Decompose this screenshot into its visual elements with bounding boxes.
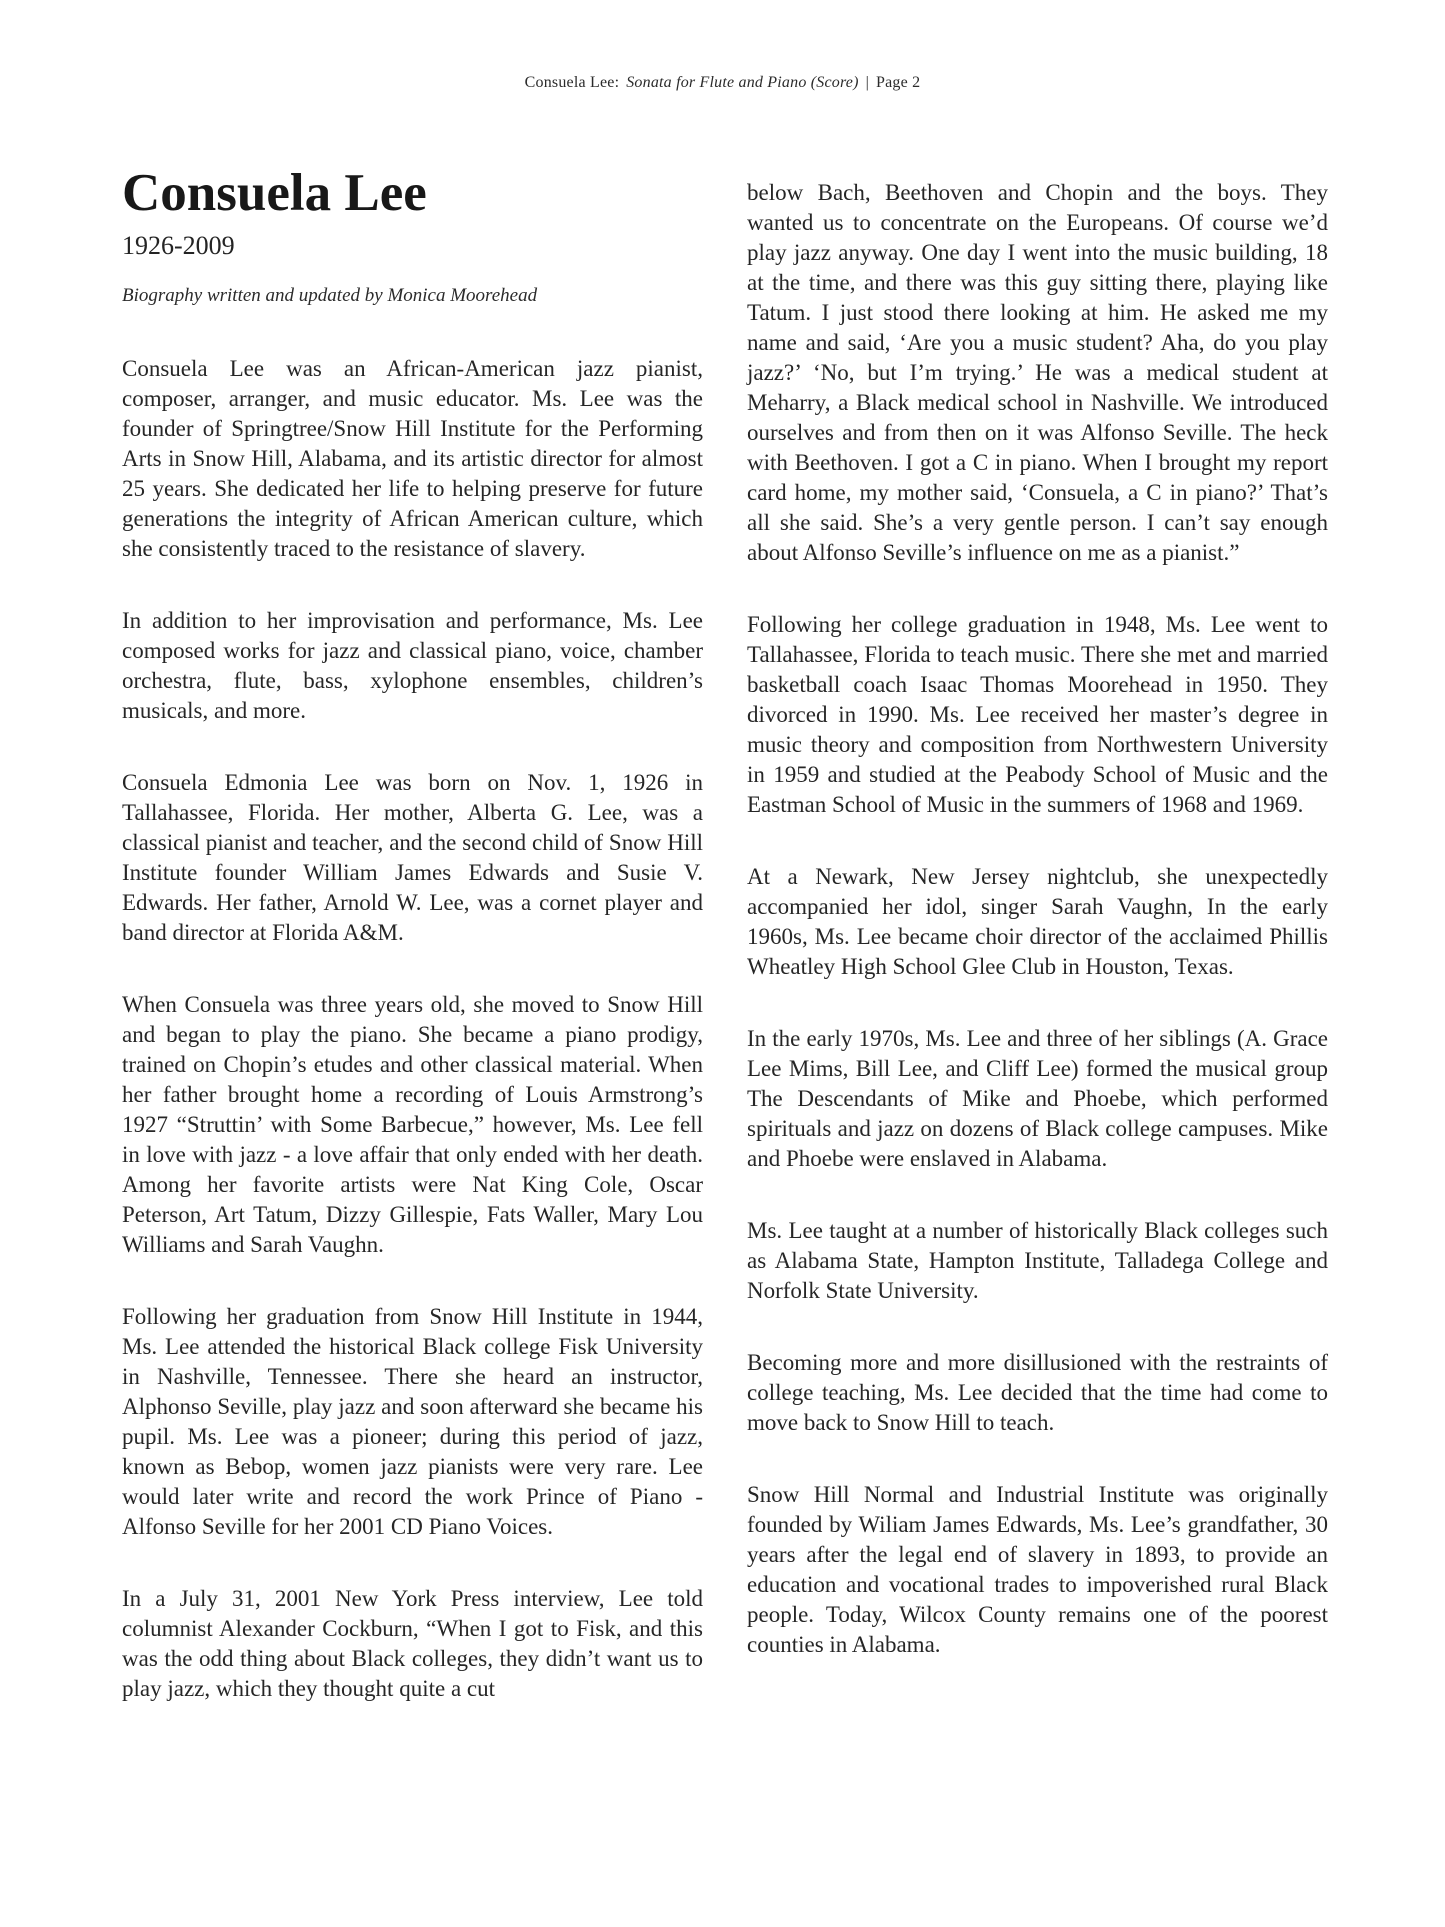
header-author: Consuela Lee: (524, 74, 620, 91)
paragraph: At a Newark, New Jersey nightclub, she unexpectedly accompanied her idol, singer Sarah Vaughn, In the early 1960s, Ms. Lee became choir director of the acclaimed Phillis Wheatley High School Glee Club in Houston, Texas. (747, 864, 1328, 979)
paragraph: Following her college graduation in 1948, Ms. Lee went to Tallahassee, Florida to teach music. There she met and married basketball coach Isaac Thomas Moorehead in 1950. They divorced in 1990. Ms. Lee received her master’s degree in music theory and composition from Northwestern University in 1959 and studied at the Peabody School of Music and the Eastman School of Music in the summers of 1968 and 1969. (747, 612, 1328, 817)
paragraph: Snow Hill Normal and Industrial Institute was originally founded by Wiliam James Edwards, Ms. Lee’s grandfather, 30 years after the legal end of slavery in 1893, to provide an education and vocational trades to impoverished rural Black people. Today, Wilcox County remains one of the poorest counties in Alabama. (747, 1482, 1328, 1657)
right-column (747, 178, 1328, 1702)
paragraph: In the early 1970s, Ms. Lee and three of her siblings (A. Grace Lee Mims, Bill Lee, and Cliff Lee) formed the musical group The Descendants of Mike and Phoebe, which performed spirituals and jazz on dozens of Black college campuses. Mike and Phoebe were enslaved in Alabama. (747, 1026, 1328, 1171)
left-column (122, 166, 703, 1746)
paragraph: In addition to her improvisation and performance, Ms. Lee composed works for jazz and classical piano, voice, chamber orchestra, flute, bass, xylophone ensembles, children’s musicals, and more. (122, 608, 703, 724)
byline: Biography written and updated by Monica Moorehead (122, 284, 538, 306)
life-dates: 1926-2009 (122, 230, 235, 260)
header-separator: | (865, 74, 870, 91)
paragraph: Consuela Edmonia Lee was born on Nov. 1, 1926 in Tallahassee, Florida. Her mother, Alberta G. Lee, was a classical pianist and teacher, and the second child of Snow Hill Institute founder William James Edwards and Susie V. Edwards. Her father, Arnold W. Lee, was a cornet player and band director at Florida A&M. (122, 770, 703, 946)
running-header (0, 74, 1445, 92)
paragraph: When Consuela was three years old, she moved to Snow Hill and began to play the piano. She became a piano prodigy, trained on Chopin’s etudes and other classical material. When her father brought home a recording of Louis Armstrong’s 1927 “Struttin’ with Some Barbecue,” however, Ms. Lee fell in love with jazz - a love affair that only ended with her death. Among her favorite artists were Nat King Cole, Oscar Peterson, Art Tatum, Dizzy Gillespie, Fats Waller, Mary Lou Williams and Sarah Vaughn. (122, 992, 703, 1258)
paragraph: Following her graduation from Snow Hill Institute in 1944, Ms. Lee attended the historical Black college Fisk University in Nashville, Tennessee. There she heard an instructor, Alphonso Seville, play jazz and soon afterward she became his pupil. Ms. Lee was a pioneer; during this period of jazz, known as Bebop, women jazz pianists were very rare. Lee would later write and record the work Prince of Piano - Alfonso Seville for her 2001 CD Piano Voices. (122, 1304, 703, 1540)
paragraph: Becoming more and more disillusioned with the restraints of college teaching, Ms. Lee decided that the time had come to move back to Snow Hill to teach. (747, 1350, 1328, 1435)
header-work-title: Sonata for Flute and Piano (Score) (626, 74, 859, 91)
paragraph: In a July 31, 2001 New York Press interview, Lee told columnist Alexander Cockburn, “When I got to Fisk, and this was the odd thing about Black colleges, they didn’t want us to play jazz, which they thought quite a cut (122, 1586, 703, 1702)
header-page-number: Page 2 (876, 74, 921, 91)
paragraph: Consuela Lee was an African-American jazz pianist, composer, arranger, and music educator. Ms. Lee was the founder of Springtree/Snow Hill Institute for the Performing Arts in Snow Hill, Alabama, and its artistic director for almost 25 years. She dedicated her life to helping preserve for future generations the integrity of African American culture, which she consistently traced to the resistance of slavery. (122, 356, 703, 562)
paragraph: below Bach, Beethoven and Chopin and the boys. They wanted us to concentrate on the Europeans. Of course we’d play jazz anyway. One day I went into the music building, 18 at the time, and there was this guy sitting there, playing like Tatum. I just stood there looking at him. He asked me my name and said, ‘Are you a music student? Aha, do you play jazz?’ ‘No, but I’m trying.’ He was a medical student at Meharry, a Black medical school in Nashville. We introduced ourselves and from then on it was Alfonso Seville. The heck with Beethoven. I got a C in piano. When I brought my report card home, my mother said, ‘Consuela, a C in piano?’ That’s all she said. She’s a very gentle person. I can’t say enough about Alfonso Seville’s influence on me as a pianist.” (747, 180, 1328, 565)
page-title: Consuela Lee (122, 164, 427, 222)
paragraph: Ms. Lee taught at a number of historically Black colleges such as Alabama State, Hampton Institute, Talladega College and Norfolk State University. (747, 1218, 1328, 1303)
